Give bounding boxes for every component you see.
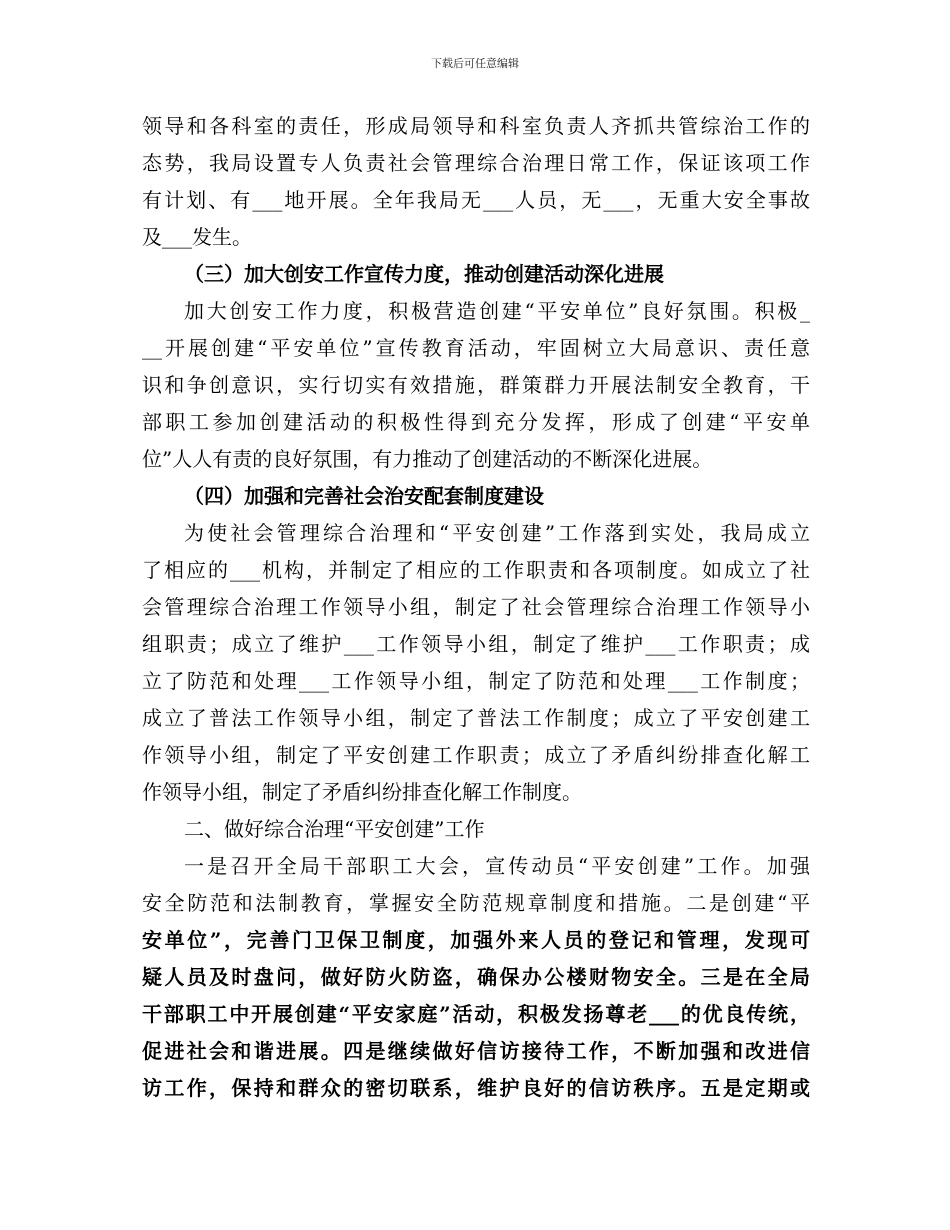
text-line: 识和争创意识，实行切实有效措施，群策群力开展法制安全教育，干	[142, 373, 810, 397]
text-line: 及___发生。	[142, 225, 252, 249]
text-line: 组职责；成立了维护___工作领导小组，制定了维护___工作职责；成	[142, 632, 810, 656]
page-header: 下载后可任意编辑	[431, 57, 519, 70]
section-heading: （三）加大创安工作宣传力度，推动创建活动深化进展	[184, 262, 664, 286]
text-line: 领导和各科室的责任，形成局领导和科室负责人齐抓共管综治工作的	[142, 114, 810, 138]
text-line: 安单位”，完善门卫保卫制度，加强外来人员的登记和管理，发现可	[142, 928, 810, 952]
text-line: __开展创建“平安单位”宣传教育活动，牢固树立大局意识、责任意	[142, 336, 810, 360]
text-line: 部职工参加创建活动的积极性得到充分发挥，形成了创建“平安单	[142, 410, 810, 434]
text-line: 会管理综合治理工作领导小组，制定了社会管理综合治理工作领导小	[142, 595, 810, 619]
document-body	[142, 108, 810, 1107]
text-line: 干部职工中开展创建“平安家庭”活动，积极发扬尊老___的优良传统，	[142, 1002, 810, 1026]
section-heading: 二、做好综合治理“平安创建”工作	[184, 817, 485, 841]
text-line: 一是召开全局干部职工大会，宣传动员“平安创建”工作。加强	[184, 854, 810, 878]
text-line: 疑人员及时盘问，做好防火防盗，确保办公楼财物安全。三是在全局	[142, 965, 810, 989]
text-line: 了相应的___机构，并制定了相应的工作职责和各项制度。如成立了社	[142, 558, 810, 582]
text-line: 为使社会管理综合治理和“平安创建”工作落到实处，我局成立	[184, 521, 810, 545]
text-line: 成立了普法工作领导小组，制定了普法工作制度；成立了平安创建工	[142, 706, 810, 730]
text-line: 立了防范和处理___工作领导小组，制定了防范和处理___工作制度；	[142, 669, 810, 693]
text-line: 作领导小组，制定了平安创建工作职责；成立了矛盾纠纷排查化解工	[142, 743, 810, 767]
text-line: 安全防范和法制教育，掌握安全防范规章制度和措施。二是创建“平	[142, 891, 810, 915]
text-line: 位”人人有责的良好氛围，有力推动了创建活动的不断深化进展。	[142, 447, 713, 471]
text-line: 促进社会和谐进展。四是继续做好信访接待工作，不断加强和改进信	[142, 1039, 810, 1063]
text-line: 访工作，保持和群众的密切联系，维护良好的信访秩序。五是定期或	[142, 1076, 810, 1100]
text-line: 作领导小组，制定了矛盾纠纷排查化解工作制度。	[142, 780, 582, 804]
text-line: 加大创安工作力度，积极营造创建“平安单位”良好氛围。积极_	[184, 299, 810, 323]
text-line: 有计划、有___地开展。全年我局无___人员，无___，无重大安全事故	[142, 188, 810, 212]
text-line: 态势，我局设置专人负责社会管理综合治理日常工作，保证该项工作	[142, 151, 810, 175]
section-heading: （四）加强和完善社会治安配套制度建设	[184, 484, 544, 508]
